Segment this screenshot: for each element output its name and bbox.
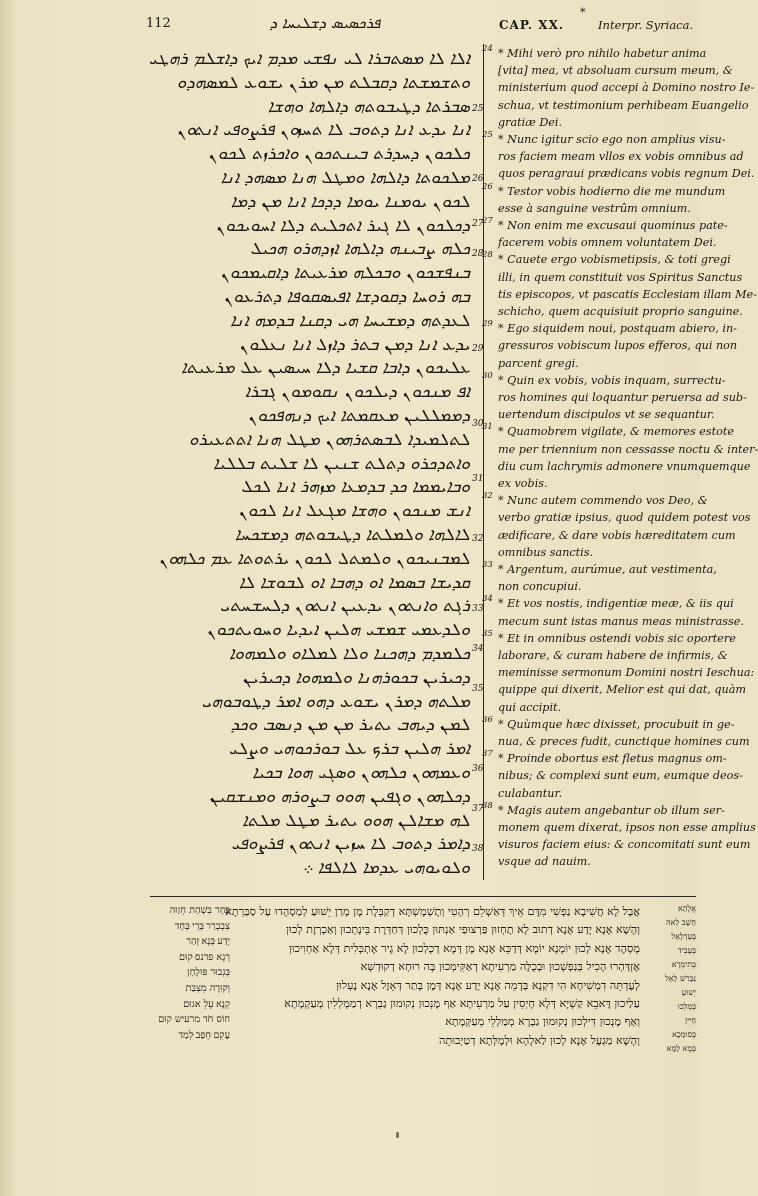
syriac-line: ܒܗ ܪܘܚܐ ܕܩܘܕܫܐ ܐܦܝܣܩܘܦܐ ܕܬܪܥܘܢ bbox=[223, 287, 470, 307]
latin-line: non concupiui. bbox=[498, 580, 582, 594]
hebrew-right-line: ּבְּעָבִיד bbox=[677, 946, 696, 955]
hebrew-line: מָסְהֶד אֶנָא לְכוּן יוֹמָנָא יוֹמָא דְּדַכֵּא אֶנָא מֶן דְּמָא דְכֻלְכוּן לָא גֶיר אֶתְכְּלִית דְּלָא אַחְוִיכוּן bbox=[288, 941, 640, 955]
latin-verse-number: 37 bbox=[482, 749, 493, 760]
latin-line: diu cum lachrymis admonere vnumquemque bbox=[498, 459, 751, 473]
latin-verse-number: 31 bbox=[482, 422, 493, 433]
running-header bbox=[0, 6, 700, 40]
latin-line: tis episcopos, vt pascatis Ecclesiam illam Me- bbox=[498, 287, 757, 301]
syriac-line: ܟܠܡܕܡ ܕܗܟܢܐ ܘܠܐ ܠܡܠܐܘ ܘܠܡܗܘܐ bbox=[229, 644, 470, 664]
syriac-line: ܠܗ ܡܫܐܠܢ ܗܘܘ ܝܬܝܪ ܡܛܠ ܡܠܬܐ bbox=[242, 810, 470, 831]
hebrew-margin-line: קְנָא ּעְלֵ אגוּם bbox=[183, 998, 230, 1010]
latin-line: ædificare, & dare vobis hæreditatem cum bbox=[498, 528, 736, 542]
latin-verse-number: 36 bbox=[482, 714, 493, 725]
latin-verse-number: 28 bbox=[482, 250, 493, 261]
hebrew-line: וְהָשָׁא מַגְעֶל אֶנָא לְכוּן לַאלָהָא וּלְמֶלְּתָא דְטַיְבוּתֵה bbox=[438, 1033, 640, 1047]
latin-line: * Et vos nostis, indigentiæ meæ, & iis qui bbox=[498, 597, 734, 611]
hebrew-right-line: ּבְּתִימְרָא bbox=[671, 960, 696, 969]
verse-number: 33 bbox=[472, 604, 484, 614]
latin-verse-number: 27 bbox=[482, 216, 493, 226]
hebrew-margin-line: עָקִם ּחְפַב ּלְמַד bbox=[178, 1029, 230, 1041]
latin-line: schua, vt testimonium perhibeam Euangelio bbox=[498, 98, 749, 112]
latin-line: ex vobis. bbox=[498, 477, 548, 490]
latin-line: * Argentum, aurúmue, aut vestimenta, bbox=[498, 563, 717, 576]
hebrew-translation-block bbox=[225, 902, 644, 1062]
syriac-line: ܒܢܦܫܟܘܢ ܘܒܟܠܗ ܡܪܥܝܬܐ ܕܐܩܝܡܟܘܢ bbox=[220, 263, 470, 284]
hebrew-margin-line: חוֹס חֹד מרעיש קוּם bbox=[158, 1014, 230, 1026]
syriac-line: ܝܕܥ ܐܢܐ ܕܡܢ ܒܬܪ ܕܐܙܠ ܐܢܐ ܢܥܠܘܢ bbox=[239, 334, 470, 355]
syriac-line: ܕܟܠܗܘܢ ܘܓܦܝܢ ܗܘܘ ܒܨܘܪܗ ܘܡܢܫܩܝܢ bbox=[209, 786, 470, 807]
page-number: 112 bbox=[146, 16, 171, 31]
verse-number: 31 bbox=[472, 474, 484, 484]
latin-line: vsque ad nauim. bbox=[498, 855, 591, 869]
latin-line: * Nunc igitur scio ego non amplius visu- bbox=[498, 133, 726, 146]
latin-line: ros homines qui loquantur peruersa ad sub- bbox=[498, 391, 747, 404]
verse-number: 32 bbox=[472, 534, 484, 544]
hebrew-line: וְאַף מֶנְכוּן דִּילְכוּן נְקוּמוּן גַבְרָא מְמַלְלֵי מְעַקְּמָתָא bbox=[445, 1015, 640, 1029]
hebrew-line: אֲבָל לָא חֲשִׁיבָא נַפְשִׁי מִדֶּם אֵיךְ דְּאַשְׁלֵם רְהָטִי וְתֶשְׁמֶשְׁתָּא דְקַבְּלֶת מֶן מָרַן יֵשׁוּעַ לְמַסְהָדוּ עַל סַבַּרְתָא bbox=[225, 905, 640, 918]
chapter-heading: CAP. XX. bbox=[499, 18, 565, 32]
verse-number: 36 bbox=[472, 764, 484, 774]
hebrew-right-line: חַיִּין bbox=[685, 1016, 696, 1025]
latin-line: * Testor vobis hodierno die me mundum bbox=[498, 184, 726, 198]
syriac-line: ܥܠܝܟܘܢ ܕܐܒܐ ܩܫܝܐ ܕܠܐ ܚܝܣܝܢ ܥܠ ܡܪܥܝܬܐ bbox=[181, 358, 470, 379]
latin-translation-column bbox=[482, 44, 758, 874]
verse-number: 38 bbox=[472, 844, 484, 854]
hebrew-right-line: ּבְּמָא לָמָּא bbox=[666, 1044, 696, 1053]
syriac-line: ܡܠܟܘܬܐ ܕܐܠܗܐ ܘܡܛܠ ܗܢܐ ܡܣܗܕ ܐܢܐ bbox=[220, 168, 470, 188]
verse-number: 25 bbox=[472, 104, 484, 114]
hebrew-right-margin bbox=[648, 902, 696, 1072]
syriac-line: ܠܬܠܡܝܕܐ ܠܒܣܬܪܗܘܢ ܡܛܠ ܗܢܐ ܐܬܬܥܝܪܘ bbox=[188, 429, 470, 450]
latin-line: gressuros vobiscum lupos efferos, qui non bbox=[498, 339, 738, 353]
syriac-line: ܐܢܐ ܝܕܥ ܐܢܐ ܕܬܘܒ ܠܐ ܬܚܙܘܢ ܦܪܨܘܦܝ ܐܢܬܘܢ bbox=[176, 120, 470, 141]
syriac-line: ܟܠܟܘܢ ܕܚܕܪܬ ܒܝܢܬܟܘܢ ܘܐܟܪܙܬ ܠܟܘܢ bbox=[208, 144, 470, 165]
latin-line: [vita] mea, vt absoluam cursum meum, & bbox=[498, 64, 733, 78]
hebrew-margin-line: ּבְּגְבוּר פּוּלָחָן bbox=[187, 967, 230, 979]
latin-line: * Et in omnibus ostendi vobis sic oportere bbox=[498, 631, 736, 645]
syriac-line: ܠܡܒܢܝܟܘܢ ܘܠܡܬܠ ܠܟܘܢ ܝܪܬܘܬܐ ܥܡ ܟܠܗܘܢ bbox=[158, 548, 470, 569]
latin-line: laborare, & curam habere de infirmis, & bbox=[498, 649, 728, 662]
latin-line: parcent gregi. bbox=[498, 356, 579, 370]
syriac-line: ܠܐܠܗܐ ܘܠܡܠܬܐ ܕܛܝܒܘܬܗ ܕܡܫܟܚܐ bbox=[234, 525, 470, 545]
syriac-line: ܩܕܝܫܐ ܒܣܡܐ ܐܘ ܕܗܒܐ ܐܘ ܠܒܘܫܐ ܠܐ bbox=[239, 572, 470, 593]
latin-line: ros faciem meam vllos ex vobis omnibus ad bbox=[498, 150, 744, 164]
latin-line: * Quùmque hæc dixisset, procubuit in ge- bbox=[498, 717, 735, 731]
verse-number: 29 bbox=[472, 344, 484, 354]
column-heading: Interpr. Syriaca. bbox=[598, 18, 694, 32]
latin-line: * Magis autem angebantur ob illum ser- bbox=[498, 803, 725, 817]
hebrew-margin-line: צִבְבְרַר ּבְּרֵי ּבְּחָד bbox=[174, 920, 230, 932]
latin-line: * Ego siquidem noui, postquam abiero, in- bbox=[498, 322, 737, 336]
syriac-line: ܠܥܕܬܗ ܕܡܫܝܚܐ ܗܝ ܕܩܢܐ ܒܕܡܗ ܐܢܐ bbox=[230, 310, 470, 331]
hebrew-margin-line: רְגָא פרנס ּקוּם bbox=[179, 951, 230, 963]
latin-line: omnibus sanctis. bbox=[498, 545, 594, 559]
footer-rule bbox=[150, 896, 696, 897]
latin-line: nua, & preces fudit, cunctique homines cum bbox=[498, 735, 750, 748]
ink-speck bbox=[396, 1132, 399, 1138]
hebrew-margin-line: יְדַע ּבְּנָא ּזְהַר bbox=[186, 936, 230, 948]
latin-line: verbo gratiæ ipsius, quod quidem potest vos bbox=[498, 511, 751, 525]
syriac-line: ܣܒܪܬܐ ܕܛܝܒܘܬܗ ܕܐܠܗܐ ܘܗܫܐ bbox=[267, 96, 470, 117]
latin-line: * Nunc autem commendo vos Deo, & bbox=[498, 494, 708, 508]
syriac-line: ܕܐܡܪ ܕܬܘܒ ܠܐ ܚܙܝܢ ܐܢܬܘܢ ܦܪܨܘܦܝ bbox=[231, 834, 470, 855]
syriac-line: ܟܠܗ ܨܒܝܢܗ ܕܐܠܗܐ ܐܙܕܗܪܘ ܗܟܝܠ bbox=[250, 239, 470, 260]
syriac-line: ܠܡܢ ܕܝܗܒ ܝܬܝܪ ܡܢ ܡܢ ܕܢܣܒ ܘܟܕ bbox=[230, 715, 470, 736]
latin-verse-number: 32 bbox=[482, 491, 493, 502]
verse-number: 34 bbox=[472, 644, 484, 654]
hebrew-right-line: חַשַׁב לֵאהּ bbox=[666, 918, 696, 927]
latin-line: * Non enim me excusaui quominus pate- bbox=[498, 219, 728, 232]
latin-line: * Quin ex vobis, vobis inquam, surrectu- bbox=[498, 373, 726, 387]
hebrew-right-line: אֱלָהָא bbox=[678, 904, 696, 913]
syriac-line: ܕܟܠܟܘܢ ܠܐ ܓܝܪ ܐܬܟܠܝܬ ܕܠܐ ܐܚܘܝܟܘܢ bbox=[215, 215, 470, 236]
latin-line: * Quamobrem vigilate, & memores estote bbox=[498, 425, 735, 439]
verse-number: 27 bbox=[472, 219, 484, 229]
latin-line: quos peragraui prædicans vobis regnum Dei. bbox=[498, 167, 755, 181]
latin-verse-number: 30 bbox=[482, 370, 493, 381]
hebrew-line: לְעֶדְתֵּה דִמְשִׁיחָא הִי דִקְנָא בְּדָמֵה אֶנָא יָדַע אֶנָא דְּמֶן בָּתַר דְּאָזֶל אֶנָא נֶעְלוּן bbox=[336, 978, 640, 992]
hebrew-line: אֶזְדַּהְרוּ הָכִיל בְּנַפְשְׁכוּן וּבְכֻלָּה מַרְעִיתָא דְאַקִּימְכוּן בָּה רוּחָא דְקוּדְשָׁא bbox=[360, 960, 640, 974]
syriac-line: ܘܬܫܡܫܬܐ ܕܩܒܠܬ ܡܢ ܡܪܢ ܝܫܘܥ ܠܡܣܗܕܘ bbox=[176, 72, 470, 93]
hebrew-right-line: נַּבְּרֵשׁ לָאֵל bbox=[665, 974, 696, 983]
syriac-line: ܪܓܬ ܘܐܢܬܘܢ ܝܕܥܝܢ ܐܢܬܘܢ ܕܠܚܫܚܬܝ bbox=[219, 596, 470, 617]
latin-verse-number: 24 bbox=[482, 44, 493, 54]
latin-line: illi, in quem constituit vos Spiritus Sanctus bbox=[498, 270, 743, 284]
hebrew-right-line: ּבְּמַלְכוּ bbox=[677, 1002, 696, 1011]
hebrew-line: וְהָשָׁא אֶנָא יָדַע אֶנָא דְתוּב לָא תֶחְזוּן פַּרְצוּפַי אַנְתּוּן כֻּלְכוּן דְּחַדְּרֶת בֵּינָתְכוּן וְאַכְרְזֶת לְכוּן bbox=[286, 923, 640, 937]
latin-line: nibus; & complexi sunt eum, eumque deos- bbox=[498, 769, 743, 783]
latin-line: visuros faciem eius: & concomitati sunt eum bbox=[498, 838, 751, 852]
latin-line: esse à sanguine vestrûm omnium. bbox=[498, 201, 691, 215]
latin-verse-number: 34 bbox=[482, 594, 493, 605]
syriac-line: ܘܒܐܝܡܡܐ ܟܕ ܒܕܡܥܐ ܡܙܗܪ ܐܢܐ ܠܟܠ bbox=[240, 477, 470, 498]
hebrew-margin-line: וְקוּרָה מִצְבַּת bbox=[185, 983, 230, 994]
latin-line: quippe qui dixerit, Melior est qui dat, quàm bbox=[498, 683, 747, 697]
syriac-running-title: ܦܪܟܣܝܣ ܕܫܠܝܚܐ ܕ bbox=[269, 14, 381, 32]
asterisk-mark: * bbox=[580, 6, 586, 19]
verse-number: 26 bbox=[472, 174, 484, 184]
latin-line: monem quem dixerat, ipsos non esse amplius bbox=[498, 821, 756, 834]
latin-line: meminisse sermonum Domini nostri Ieschua: bbox=[498, 666, 755, 680]
latin-line: schicho, quem acquisiuit proprio sanguine. bbox=[498, 305, 743, 318]
syriac-line: ܠܟܘܢ ܝܘܡܢܐ ܝܘܡܐ ܕܕܟܐ ܐܢܐ ܡܢ ܕܡܐ bbox=[230, 191, 470, 212]
syriac-line: ܐܢܫ ܡܢܟܘܢ ܘܗܫܐ ܡܓܥܠ ܐܢܐ ܠܟܘܢ bbox=[238, 501, 470, 522]
syriac-text-column bbox=[140, 44, 485, 884]
syriac-line: ܘܥܡܗܘܢ ܟܠܗܘܢ ܘܣܓܝ ܗܘܐ ܒܟܝܐ bbox=[252, 763, 470, 783]
verse-number: 37 bbox=[472, 804, 484, 814]
verse-number: 35 bbox=[472, 684, 484, 694]
hebrew-right-line: יְשׁוּעַ bbox=[681, 988, 696, 997]
hebrew-right-line: ּבְּסוּמְכָא bbox=[672, 1030, 696, 1039]
latin-verse-number: 26 bbox=[482, 181, 493, 192]
syriac-line: ܐܡܪ ܗܠܝܢ ܒܪܟ ܥܠ ܒܘܪܟܘܗܝ ܘܨܠܝ bbox=[228, 739, 470, 760]
latin-verse-number: 35 bbox=[482, 628, 493, 639]
syriac-line: ܐܦ ܡܢܟܘܢ ܕܝܠܟܘܢ ܢܩܘܡܘܢ ܓܒܪܐ bbox=[245, 382, 470, 403]
latin-line: uertendum discipulos vt se sequantur. bbox=[498, 408, 715, 422]
verse-number: 28 bbox=[472, 249, 484, 259]
latin-verse-number: 25 bbox=[482, 130, 493, 140]
latin-verse-number: 38 bbox=[482, 800, 493, 811]
syriac-line: ܘܠܕܥܡܝ ܫܡܫܝ ܗܠܝܢ ܐܝܕܝܐ ܘܚܘܝܬܟܘܢ bbox=[206, 620, 470, 641]
syriac-line: ܡܠܬܗ ܕܡܪܢ ܝܫܘܥ ܕܗܘ ܐܡܪ ܕܛܘܒܘܗܝ bbox=[201, 691, 470, 712]
latin-line: qui accipit. bbox=[498, 700, 562, 714]
syriac-line: ܕܡܡܠܠܝܢ ܡܥܩܡܬܐ ܐܝܟ ܕܢܗܦܟܘܢ bbox=[248, 406, 470, 426]
latin-line: * Mihi verò pro nihilo habetur anima bbox=[498, 47, 707, 60]
latin-line: ministerium quod accepi à Domino nostro Ie- bbox=[498, 81, 755, 95]
syriac-line: ܘܐܬܕܟܪܘ ܕܬܠܬ ܫܢܝܢ ܠܐ ܫܠܝܬ ܒܠܠܝܐ bbox=[213, 453, 470, 474]
latin-line: * Cauete ergo vobismetipsis, & toti gregi bbox=[498, 253, 731, 267]
latin-verse-number: 29 bbox=[482, 319, 493, 330]
hebrew-margin-line: בֶּחָר בִּשְׁהַת חְזַוּה bbox=[169, 905, 230, 916]
hebrew-right-line: ּבְּעַדְלָאֵל bbox=[671, 932, 696, 941]
hebrew-line: עַלַיכוּן דֶּאבֵא קַשְׁיָא דְּלָא חָיְסִין עַל מַרְעִיתָא אַף מֶנְכוּן נְקוּמוּן גַבְרָא דְמַמְלְלִין מְעַקְמָתָא bbox=[284, 997, 640, 1010]
verse-number: 30 bbox=[472, 419, 484, 429]
latin-line: culabantur. bbox=[498, 786, 563, 800]
syriac-line: ܘܠܘܝܘܗܝ ܥܕܡܐ ܠܐܠܦܐ ܀ bbox=[302, 858, 470, 879]
latin-line: facerem vobis omnem voluntatem Dei. bbox=[498, 236, 717, 250]
latin-line: me per triennium non cessasse noctu & inter- bbox=[498, 442, 758, 456]
hebrew-margin-notes bbox=[150, 902, 230, 1062]
latin-line: mecum sunt istas manus meas ministrasse. bbox=[498, 614, 744, 628]
latin-line: gratiæ Dei. bbox=[498, 115, 563, 129]
syriac-line: ܐܠܐ ܠܐ ܡܣܬܒܪܐ ܠܝ ܢܦܫܝ ܡܕܡ ܐܝܟ ܕܐܫܠܡ ܪܗܛܝ bbox=[148, 49, 470, 69]
latin-verse-number: 33 bbox=[482, 560, 493, 570]
latin-line: * Proinde obortus est fletus magnus om- bbox=[498, 752, 727, 766]
syriac-line: ܕܟܝܪܝܢ ܒܟܘܪܗܢܐ ܘܠܡܗܘܐ ܕܟܝܪܝܢ bbox=[242, 667, 470, 688]
